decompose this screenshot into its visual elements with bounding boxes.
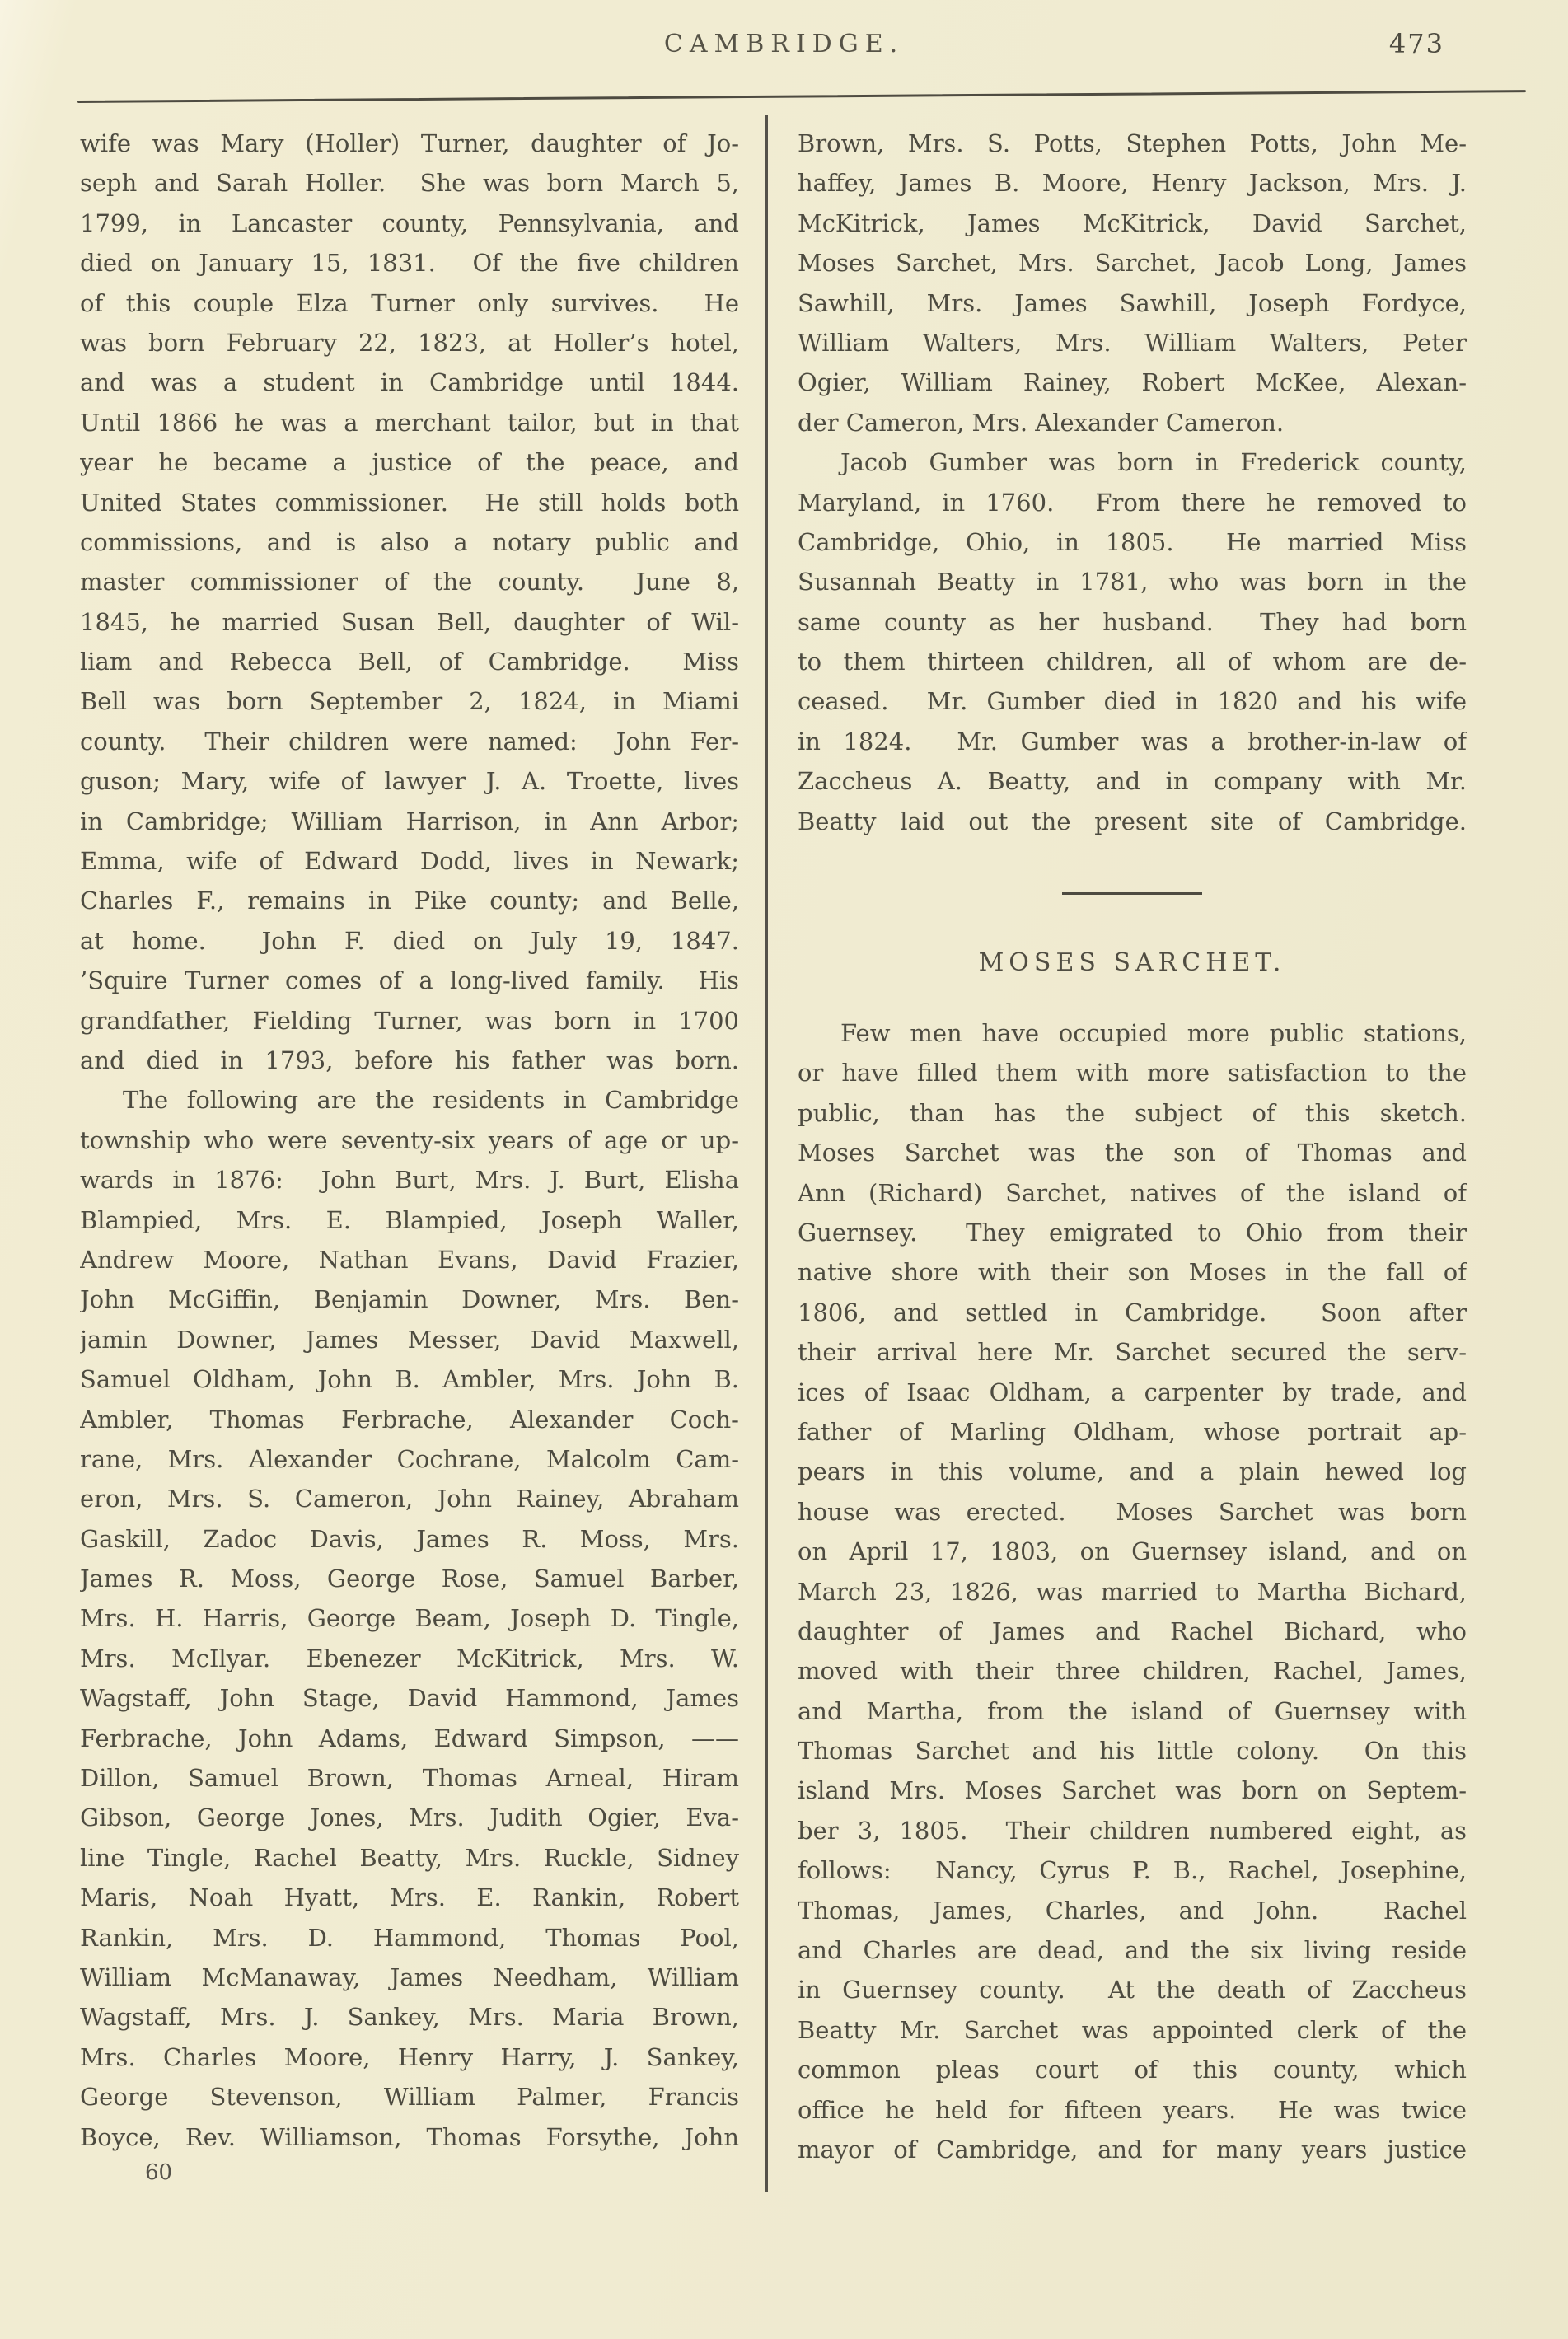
text-line: daughter of James and Rachel Bichard, who: [798, 1616, 1467, 1645]
text-line: Thomas, James, Charles, and John. Rachel: [798, 1896, 1467, 1925]
paragraph: [798, 1013, 1467, 2169]
text-line: Wagstaff, John Stage, David Hammond, James: [80, 1684, 739, 1713]
text-line: township who were seventy-six years of age or up-: [80, 1125, 739, 1154]
text-line: Cambridge, Ohio, in 1805. He married Miss: [798, 527, 1467, 556]
text-line: Wagstaff, Mrs. J. Sankey, Mrs. Maria Brown,: [80, 2003, 739, 2032]
text-line: at home. John F. died on July 19, 1847.: [80, 926, 739, 955]
text-line: Sawhill, Mrs. James Sawhill, Joseph Fordyce,: [798, 288, 1467, 317]
text-line: Ambler, Thomas Ferbrache, Alexander Coch-: [80, 1405, 739, 1434]
text-line: Ferbrache, John Adams, Edward Simpson, ——: [80, 1724, 739, 1752]
running-title: CAMBRIDGE.: [663, 30, 905, 58]
text-line: Maryland, in 1760. From there he removed to: [798, 488, 1467, 517]
text-line: their arrival here Mr. Sarchet secured the serv-: [798, 1338, 1467, 1367]
text-line: wards in 1876: John Burt, Mrs. J. Burt, Elisha: [80, 1166, 739, 1195]
text-line: Boyce, Rev. Williamson, Thomas Forsythe, John: [80, 2122, 739, 2151]
text-line: and died in 1793, before his father was born.: [80, 1046, 739, 1074]
text-line: ices of Isaac Oldham, a carpenter by trade, and: [798, 1378, 1467, 1406]
text-line: in Guernsey county. At the death of Zaccheus: [798, 1976, 1467, 2005]
text-line: Charles F., remains in Pike county; and Belle,: [80, 886, 739, 915]
text-line: wife was Mary (Holler) Turner, daughter of Jo-: [80, 129, 739, 157]
text-line: 1845, he married Susan Bell, daughter of Wil-: [80, 607, 739, 636]
text-line: office he held for fifteen years. He was twice: [798, 2095, 1467, 2124]
text-line: moved with their three children, Rachel, James,: [798, 1657, 1467, 1686]
text-line: master commissioner of the county. June 8,: [80, 568, 739, 596]
text-line: Andrew Moore, Nathan Evans, David Frazier,: [80, 1245, 739, 1274]
text-line: Ann (Richard) Sarchet, natives of the island of: [798, 1178, 1467, 1207]
text-line: ceased. Mr. Gumber died in 1820 and his wife: [798, 687, 1467, 716]
text-line: Until 1866 he was a merchant tailor, but in that: [80, 408, 739, 437]
right-column-text-top: [798, 124, 1467, 841]
text-line: Susannah Beatty in 1781, who was born in the: [798, 568, 1467, 596]
text-line: of this couple Elza Turner only survives. He: [80, 288, 739, 317]
text-line: Brown, Mrs. S. Potts, Stephen Potts, John Me-: [798, 129, 1467, 157]
column-divider-rule: [765, 115, 768, 2192]
text-line: Rankin, Mrs. D. Hammond, Thomas Pool,: [80, 1923, 739, 1952]
left-column: [80, 124, 739, 2157]
text-line: common pleas court of this county, which: [798, 2056, 1467, 2084]
text-line: McKitrick, James McKitrick, David Sarchet,: [798, 208, 1467, 237]
right-column-text-section: [798, 1013, 1467, 2169]
text-line: died on January 15, 1831. Of the five children: [80, 249, 739, 278]
text-line: was born February 22, 1823, at Holler’s hotel,: [80, 328, 739, 357]
text-line: house was erected. Moses Sarchet was born: [798, 1497, 1467, 1526]
text-line: county. Their children were named: John Fer-: [80, 727, 739, 755]
text-line: Mrs. McIlyar. Ebenezer McKitrick, Mrs. W.: [80, 1644, 739, 1672]
header-rule: [77, 90, 1526, 103]
text-line: or have filled them with more satisfaction to the: [798, 1059, 1467, 1088]
text-line: The following are the residents in Cambridge: [123, 1086, 739, 1115]
text-line: to them thirteen children, all of whom are de-: [798, 648, 1467, 676]
text-line: William Walters, Mrs. William Walters, Peter: [798, 328, 1467, 357]
page-number: 473: [1388, 28, 1444, 59]
text-line: John McGiffin, Benjamin Downer, Mrs. Ben-: [80, 1285, 739, 1314]
text-line: 1799, in Lancaster county, Pennsylvania, and: [80, 208, 739, 237]
text-line: year he became a justice of the peace, and: [80, 448, 739, 477]
text-line: Beatty Mr. Sarchet was appointed clerk of the: [798, 2015, 1467, 2044]
text-line: and was a student in Cambridge until 1844.: [80, 368, 739, 397]
text-line: Gibson, George Jones, Mrs. Judith Ogier, Eva-: [80, 1803, 739, 1832]
text-line: father of Marling Oldham, whose portrait ap-: [798, 1417, 1467, 1446]
paragraph: [80, 124, 739, 1080]
left-column-text: [80, 124, 739, 2157]
text-line: rane, Mrs. Alexander Cochrane, Malcolm Cam-: [80, 1444, 739, 1473]
text-line: ber 3, 1805. Their children numbered eight, as: [798, 1816, 1467, 1845]
text-line: Zaccheus A. Beatty, and in company with Mr.: [798, 767, 1467, 796]
text-line: public, than has the subject of this sketch.: [798, 1098, 1467, 1127]
text-line: guson; Mary, wife of lawyer J. A. Troette, lives: [80, 767, 739, 796]
text-line: Bell was born September 2, 1824, in Miami: [80, 687, 739, 716]
text-line: native shore with their son Moses in the fall of: [798, 1258, 1467, 1287]
text-line: United States commissioner. He still holds both: [80, 488, 739, 517]
paragraph: [80, 1080, 739, 2157]
text-line: line Tingle, Rachel Beatty, Mrs. Ruckle, Sidney: [80, 1843, 739, 1872]
text-line: William McManaway, James Needham, William: [80, 1962, 739, 1991]
text-line: in 1824. Mr. Gumber was a brother-in-law of: [798, 727, 1467, 755]
text-line: follows: Nancy, Cyrus P. B., Rachel, Josephine,: [798, 1856, 1467, 1885]
text-line: Dillon, Samuel Brown, Thomas Arneal, Hiram: [80, 1764, 739, 1793]
text-line: George Stevenson, William Palmer, Francis: [80, 2083, 739, 2112]
signature-mark: 60: [145, 2160, 173, 2185]
text-line: Jacob Gumber was born in Frederick county,: [840, 448, 1467, 477]
text-line: pears in this volume, and a plain hewed log: [798, 1457, 1467, 1486]
text-line: Blampied, Mrs. E. Blampied, Joseph Waller,: [80, 1205, 739, 1234]
text-line: seph and Sarah Holler. She was born March 5,: [80, 169, 739, 198]
text-line: eron, Mrs. S. Cameron, John Rainey, Abraham: [80, 1485, 739, 1513]
text-line: Thomas Sarchet and his little colony. On this: [798, 1737, 1467, 1766]
text-line: Mrs. Charles Moore, Henry Harry, J. Sankey,: [80, 2042, 739, 2071]
text-line: Samuel Oldham, John B. Ambler, Mrs. John B.: [80, 1365, 739, 1394]
text-line: March 23, 1826, was married to Martha Bichard,: [798, 1577, 1467, 1606]
text-line: Ogier, William Rainey, Robert McKee, Alexan-: [798, 368, 1467, 397]
text-line: ’Squire Turner comes of a long-lived family. His: [80, 966, 739, 995]
text-line: Mrs. H. Harris, George Beam, Joseph D. Tingle,: [80, 1604, 739, 1633]
paragraph: [798, 124, 1467, 442]
text-line: commissions, and is also a notary public and: [80, 527, 739, 556]
text-line: and Martha, from the island of Guernsey with: [798, 1696, 1467, 1725]
text-line: Moses Sarchet was the son of Thomas and: [798, 1139, 1467, 1167]
text-line: island Mrs. Moses Sarchet was born on Septem-: [798, 1776, 1467, 1805]
text-line: Maris, Noah Hyatt, Mrs. E. Rankin, Robert: [80, 1883, 739, 1912]
text-line: in Cambridge; William Harrison, in Ann Arbor;: [80, 807, 739, 835]
text-line: on April 17, 1803, on Guernsey island, and on: [798, 1537, 1467, 1566]
text-line: liam and Rebecca Bell, of Cambridge. Miss: [80, 648, 739, 676]
text-line: Few men have occupied more public stations,: [840, 1019, 1467, 1048]
paragraph: [798, 442, 1467, 841]
text-line: same county as her husband. They had born: [798, 607, 1467, 636]
section-heading: MOSES SARCHET.: [978, 948, 1286, 978]
text-line: der Cameron, Mrs. Alexander Cameron.: [798, 408, 1285, 437]
section-divider-rule: [1062, 892, 1202, 895]
text-line: Guernsey. They emigrated to Ohio from their: [798, 1218, 1467, 1247]
text-line: grandfather, Fielding Turner, was born in 1700: [80, 1006, 739, 1035]
text-line: Emma, wife of Edward Dodd, lives in Newark;: [80, 847, 739, 876]
text-line: 1806, and settled in Cambridge. Soon after: [798, 1298, 1467, 1326]
text-line: James R. Moss, George Rose, Samuel Barber,: [80, 1565, 739, 1593]
right-column: [798, 124, 1467, 2169]
text-line: Beatty laid out the present site of Cambridge.: [798, 807, 1467, 835]
text-line: mayor of Cambridge, and for many years justice: [798, 2135, 1467, 2164]
text-line: Moses Sarchet, Mrs. Sarchet, Jacob Long, James: [798, 249, 1467, 278]
text-line: and Charles are dead, and the six living reside: [798, 1936, 1467, 1965]
text-line: Gaskill, Zadoc Davis, James R. Moss, Mrs.: [80, 1524, 739, 1553]
text-line: jamin Downer, James Messer, David Maxwell,: [80, 1325, 739, 1354]
text-line: haffey, James B. Moore, Henry Jackson, Mrs. J.: [798, 169, 1467, 198]
